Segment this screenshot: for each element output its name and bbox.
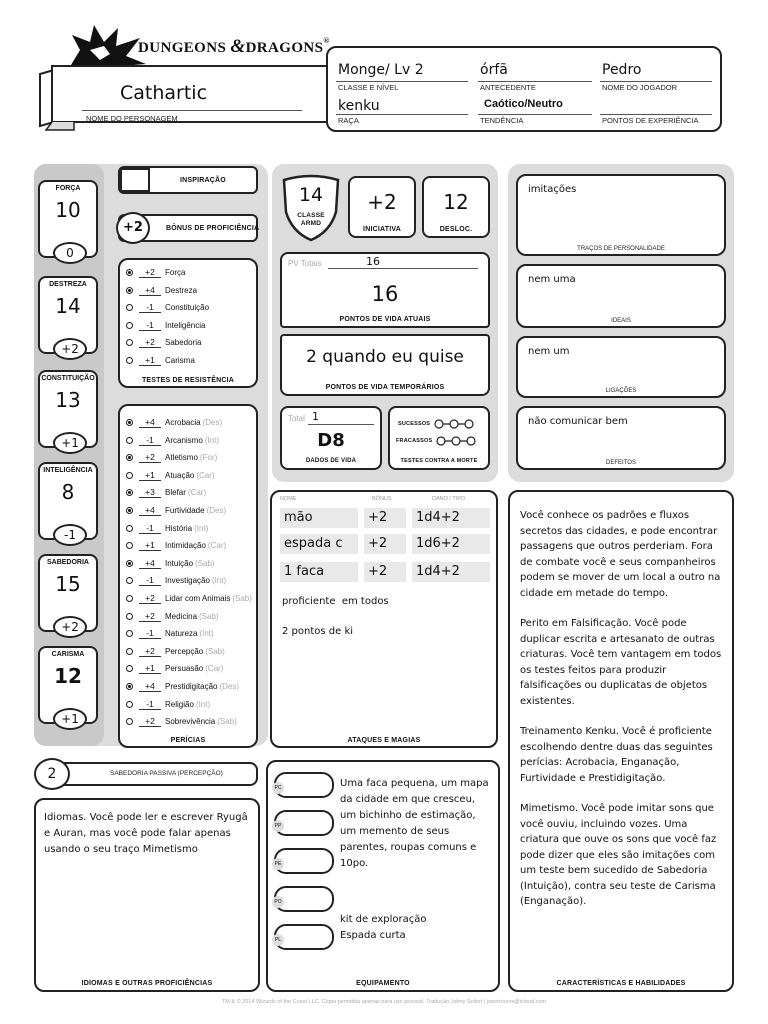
hp-current-value[interactable]: 16	[371, 282, 399, 306]
skill-bonus[interactable]: -1	[139, 575, 161, 586]
skill-bonus[interactable]: -1	[139, 435, 161, 446]
skill-name: Prestidigitação	[165, 682, 218, 691]
bonds-text[interactable]: nem um	[528, 346, 570, 357]
logo-text-right: DRAGONS	[245, 40, 324, 56]
attacks-label: ATAQUES E MAGIAS	[347, 737, 421, 744]
skill-name: Arcanismo	[165, 435, 203, 445]
hit-dice-total-value[interactable]: 1	[312, 410, 319, 423]
saving-throw-name: Carisma	[165, 355, 195, 365]
features-panel	[508, 490, 734, 992]
skill-ability-abbr: (Sab)	[205, 646, 225, 656]
armor-class-value[interactable]: 14	[298, 184, 324, 206]
saving-throw-row	[120, 282, 197, 299]
skill-name: Atuação	[165, 470, 195, 480]
proficiency-checkbox[interactable]	[126, 665, 133, 672]
armor-class-label-1: CLASSE	[297, 212, 325, 219]
bonds-label: LIGAÇÕES	[605, 388, 637, 394]
proficiency-checkbox[interactable]	[126, 542, 133, 549]
background[interactable]: órfã	[480, 62, 508, 78]
ability-score[interactable]: 14	[55, 294, 81, 318]
ability-name: SABEDORIA	[46, 559, 89, 566]
skill-ability-abbr: (Car)	[187, 488, 207, 498]
ability-score[interactable]: 8	[61, 480, 75, 504]
ability-score[interactable]: 13	[55, 388, 81, 412]
player-name[interactable]: Pedro	[602, 62, 642, 78]
skill-bonus[interactable]: +1	[139, 470, 161, 481]
attacks-note-1[interactable]: proficiente em todos	[282, 596, 389, 607]
traits-text[interactable]: imitações	[528, 184, 577, 195]
skill-bonus[interactable]: -1	[139, 699, 161, 710]
features-paragraph-2[interactable]: Perito em Falsificação. Você pode duplicar escrita e artesanato de outras criaturas. Você tem vantagem em todos os testes feitos para produzir falsificações ou duplicatas de objetos existentes.	[520, 618, 725, 707]
saving-throw-name: Sabedoria	[165, 338, 202, 347]
ability-name: DESTREZA	[49, 281, 87, 288]
temp-hp-label: PONTOS DE VIDA TEMPORÁRIOS	[325, 384, 445, 391]
skill-row	[120, 678, 239, 695]
death-saves-label: TESTES CONTRA A MORTE	[400, 458, 478, 464]
ability-score[interactable]: 12	[54, 664, 82, 688]
footer-copyright: TM & © 2014 Wizards of the Coast LLC. Cópia permitida apenas para uso pessoal. Tradução Johny Soliert | jonetrovers@icloud.com	[221, 999, 547, 1005]
skill-ability-abbr: (Sab)	[232, 594, 252, 603]
attack-name[interactable]: 1 faca	[280, 562, 358, 582]
skill-bonus[interactable]: -1	[139, 523, 161, 534]
skills-label: PERÍCIAS	[170, 737, 206, 744]
skill-ability-abbr: (Car)	[196, 470, 215, 480]
hp-max-label: PV Totais	[288, 259, 322, 268]
saving-throw-name: Destreza	[165, 285, 198, 295]
coin-label: PE	[272, 858, 284, 870]
coin-box[interactable]	[274, 772, 334, 798]
skill-ability-abbr: (Sab)	[217, 717, 237, 727]
attack-damage[interactable]: 1d6+2	[412, 534, 490, 554]
skills-panel	[118, 404, 258, 748]
saving-throw-name: Inteligência	[165, 320, 206, 330]
attack-name[interactable]: espada c	[280, 534, 358, 554]
skill-bonus[interactable]: +2	[139, 593, 161, 604]
death-fail-checkboxes[interactable]	[436, 436, 476, 446]
armor-class-shield-icon	[280, 172, 342, 242]
skill-name: Religião	[165, 699, 194, 709]
skill-ability-abbr: (Int)	[195, 699, 211, 709]
proficiency-checkbox[interactable]	[126, 419, 133, 426]
skill-name: Acrobacia	[165, 418, 201, 427]
ability-modifier[interactable]: +1	[53, 432, 87, 454]
ability-name: CONSTITUIÇÃO	[41, 375, 95, 382]
saving-throw-bonus[interactable]: -1	[139, 302, 161, 313]
skill-name: Intimidação	[165, 541, 206, 551]
coin-label: PC	[272, 782, 284, 794]
ability-modifier[interactable]: +2	[53, 338, 87, 360]
skill-name: Blefar	[165, 488, 186, 498]
flaws-text[interactable]: não comunicar bem	[528, 416, 628, 427]
ideals-text[interactable]: nem uma	[528, 274, 576, 285]
alignment-label: TENDÊNCIA	[480, 116, 524, 125]
skill-bonus[interactable]: +2	[139, 716, 161, 727]
ability-modifier[interactable]: 0	[53, 242, 87, 264]
skill-ability-abbr: (Sab)	[199, 611, 219, 621]
skill-row	[120, 625, 214, 642]
equipment-text-2[interactable]: kit de exploração	[340, 914, 427, 925]
inspiration-label: INSPIRAÇÃO	[180, 177, 226, 184]
skill-row	[120, 590, 252, 607]
saving-throw-row	[120, 299, 209, 316]
skill-bonus[interactable]: -1	[139, 628, 161, 639]
features-label: CARACTERÍSTICAS E HABILIDADES	[556, 980, 686, 987]
skill-name: Natureza	[165, 629, 198, 639]
proficiency-label: BÔNUS DE PROFICIÊNCIA	[166, 225, 260, 232]
skill-row	[120, 643, 225, 660]
saving-throw-row	[120, 317, 205, 334]
skill-row	[120, 484, 206, 501]
proficiency-checkbox[interactable]	[126, 683, 133, 690]
proficiency-value[interactable]: +2	[116, 212, 150, 244]
coin-box[interactable]	[274, 810, 334, 836]
saving-throw-bonus[interactable]: +1	[139, 355, 161, 366]
armor-class-label-2: ARMD	[300, 220, 322, 227]
saving-throw-row	[120, 264, 185, 281]
skill-name: Investigação	[165, 576, 210, 586]
proficiency-checkbox[interactable]	[126, 525, 133, 532]
saving-throw-bonus[interactable]: +4	[139, 285, 161, 296]
coin-box[interactable]	[274, 886, 334, 912]
proficiency-checkbox[interactable]	[126, 560, 133, 567]
ability-score[interactable]: 10	[55, 198, 81, 222]
features-paragraph-3[interactable]: Treinamento Kenku. Você é proficiente escolhendo dentre duas das seguintes perícias: Acrobacia, Enganação, Furtividade e Prestidigitação.	[520, 726, 716, 784]
flaws-panel	[516, 406, 726, 470]
skill-bonus[interactable]: +2	[139, 611, 161, 622]
skill-ability-abbr: (Int)	[204, 435, 220, 445]
ability-modifier[interactable]: -1	[53, 524, 87, 546]
xp-label: PONTOS DE EXPERIÊNCIA	[602, 116, 699, 125]
death-success-label: SUCESSOS	[398, 421, 431, 427]
proficiencies-panel	[34, 798, 260, 992]
proficiency-checkbox[interactable]	[126, 322, 133, 329]
coin-label: PL	[272, 934, 284, 946]
ability-score[interactable]: 15	[55, 572, 81, 596]
skill-row	[120, 432, 219, 449]
speed-label: DESLOC.	[439, 226, 473, 233]
skill-bonus[interactable]: +4	[139, 417, 161, 428]
skill-ability-abbr: (Des)	[219, 682, 240, 691]
skill-ability-abbr: (Car)	[207, 541, 227, 551]
ideals-label: IDEAIS	[611, 318, 631, 324]
skill-ability-abbr: (Int)	[194, 523, 209, 533]
traits-label: TRAÇOS DE PERSONALIDADE	[577, 246, 665, 252]
hit-dice-value[interactable]: D8	[317, 430, 345, 451]
hp-current-label: PONTOS DE VIDA ATUAIS	[339, 316, 431, 323]
race[interactable]: kenku	[338, 98, 380, 114]
skill-name: Intuição	[165, 558, 194, 568]
ability-box	[38, 180, 98, 258]
features-paragraph-1[interactable]: Você conhece os padrões e fluxos secretos das cidades, e pode encontrar passagens que outros perderiam. Fora de combate você e seus companheiros podem se mover de um local a outro na cidade em metade do tempo.	[520, 510, 724, 599]
proficiency-checkbox[interactable]	[126, 718, 133, 725]
proficiencies-label: IDIOMAS E OUTRAS PROFICIÊNCIAS	[81, 980, 213, 987]
initiative-value[interactable]: +2	[367, 190, 397, 214]
temp-hp-value[interactable]: 2 quando eu quise	[306, 347, 464, 367]
ability-modifier[interactable]: +2	[53, 616, 87, 638]
logo-text-left: DUNGEONS	[138, 40, 227, 56]
logo-ampersand: &	[230, 36, 246, 57]
skill-row	[120, 414, 222, 431]
bonds-panel	[516, 336, 726, 398]
saving-throw-name: Força	[165, 268, 186, 277]
ideals-panel	[516, 264, 726, 328]
character-name[interactable]: Cathartic	[120, 82, 208, 104]
hp-max-value[interactable]: 16	[366, 255, 380, 268]
proficiency-checkbox[interactable]	[126, 339, 133, 346]
proficiency-checkbox[interactable]	[126, 304, 133, 311]
skill-row	[120, 660, 223, 677]
attack-damage[interactable]: 1d4+2	[412, 562, 490, 582]
equipment-text-1[interactable]: Uma faca pequena, um mapa da cidade em que cresceu, um bichinho de estimação, um memento de seus parentes, roupas comuns e 10po.	[340, 778, 492, 869]
skill-bonus[interactable]: +2	[139, 452, 161, 463]
ability-name: CARISMA	[51, 651, 85, 658]
ability-box	[38, 554, 98, 632]
hit-dice-total-label: Total	[288, 414, 305, 423]
attack-name[interactable]: mão	[280, 508, 358, 528]
skill-row	[120, 467, 215, 484]
proficiency-checkbox[interactable]	[126, 648, 133, 655]
skill-bonus[interactable]: +3	[139, 487, 161, 498]
proficiency-checkbox[interactable]	[126, 507, 133, 514]
proficiency-checkbox[interactable]	[126, 454, 133, 461]
attack-damage[interactable]: 1d4+2	[412, 508, 490, 528]
proficiency-checkbox[interactable]	[126, 489, 133, 496]
saving-throw-bonus[interactable]: +2	[139, 267, 161, 278]
skill-row	[120, 555, 215, 572]
coin-label: PO	[272, 896, 284, 908]
character-name-label: NOME DO PERSONAGEM	[86, 114, 178, 123]
attacks-col-bonus: BÔNUS	[372, 496, 392, 502]
logo-reg-mark: ®	[323, 36, 330, 45]
proficiency-checkbox[interactable]	[126, 613, 133, 620]
saving-throw-row	[120, 352, 195, 369]
proficiency-checkbox[interactable]	[126, 269, 133, 276]
ability-box	[38, 370, 98, 448]
skill-name: Sobrevivência	[165, 717, 216, 727]
equipment-text-3[interactable]: Espada curta	[340, 930, 406, 941]
skill-row	[120, 713, 237, 730]
skill-name: Atletismo	[165, 453, 198, 463]
skill-ability-abbr: (Car)	[205, 664, 224, 674]
equipment-panel	[266, 760, 500, 992]
traits-panel	[516, 174, 726, 256]
proficiency-checkbox[interactable]	[126, 472, 133, 479]
inspiration-value[interactable]	[120, 168, 150, 192]
ability-box	[38, 462, 98, 540]
proficiency-checkbox[interactable]	[126, 287, 133, 294]
proficiency-checkbox[interactable]	[126, 357, 133, 364]
saving-throw-row	[120, 334, 201, 351]
background-label: ANTECEDENTE	[480, 83, 536, 92]
attack-bonus[interactable]: +2	[364, 508, 406, 528]
ability-box	[38, 276, 98, 354]
skill-name: Lidar com Animais	[165, 594, 231, 603]
skill-row	[120, 572, 226, 589]
saving-throws-label: TESTES DE RESISTÊNCIA	[141, 377, 235, 384]
initiative-label: INICIATIVA	[363, 226, 401, 233]
hit-dice-label: DADOS DE VIDA	[305, 458, 357, 464]
player-name-label: NOME DO JOGADOR	[602, 83, 678, 92]
ability-name: FORÇA	[55, 185, 81, 192]
attack-bonus[interactable]: +2	[364, 534, 406, 554]
alignment[interactable]: Caótico/Neutro	[484, 98, 563, 110]
race-label: RAÇA	[338, 116, 359, 125]
skill-bonus[interactable]: +2	[139, 646, 161, 657]
saving-throw-bonus[interactable]: -1	[139, 320, 161, 331]
equipment-label: EQUIPAMENTO	[356, 980, 410, 987]
flaws-label: DEFEITOS	[606, 460, 636, 466]
skill-ability-abbr: (Des)	[202, 418, 223, 427]
class-level[interactable]: Monge/ Lv 2	[338, 62, 424, 78]
ability-modifier[interactable]: +1	[53, 708, 87, 730]
attack-bonus[interactable]: +2	[364, 562, 406, 582]
skill-name: Furtividade	[165, 506, 205, 515]
skill-row	[120, 502, 226, 519]
skill-name: Percepção	[165, 646, 204, 656]
speed-value[interactable]: 12	[443, 190, 469, 214]
proficiencies-text[interactable]: Idiomas. Você pode ler e escrever Ryugâ e Auran, mas você pode falar apenas usando o seu traço Mimetismo	[44, 812, 251, 855]
skill-bonus[interactable]: +1	[139, 540, 161, 551]
attacks-col-damage: DANO / TIPO	[432, 496, 466, 502]
coin-label: PP	[272, 820, 284, 832]
skill-row	[120, 537, 226, 554]
proficiency-checkbox[interactable]	[126, 437, 133, 444]
skill-row	[120, 449, 217, 466]
passive-wisdom-label: SABEDORIA PASSIVA (PERCEPÇÃO)	[110, 770, 223, 777]
attacks-panel	[270, 490, 498, 748]
skill-bonus[interactable]: +4	[139, 558, 161, 569]
skill-row	[120, 608, 219, 625]
skill-bonus[interactable]: +4	[139, 681, 161, 692]
death-success-checkboxes[interactable]	[434, 419, 474, 429]
proficiency-checkbox[interactable]	[126, 577, 133, 584]
skill-bonus[interactable]: +4	[139, 505, 161, 516]
saving-throws-panel	[118, 258, 258, 388]
ability-name: INTELIGÊNCIA	[43, 467, 93, 474]
skill-row	[120, 520, 208, 537]
death-fail-label: FRACASSOS	[396, 438, 433, 444]
skill-ability-abbr: (Int)	[211, 576, 227, 586]
saving-throw-name: Constituição	[165, 303, 210, 312]
proficiency-checkbox[interactable]	[126, 595, 133, 602]
skill-bonus[interactable]: +1	[139, 663, 161, 674]
ability-box	[38, 646, 98, 724]
coin-box[interactable]	[274, 848, 334, 874]
coin-box[interactable]	[274, 924, 334, 950]
skill-ability-abbr: (Sab)	[195, 558, 215, 568]
saving-throw-bonus[interactable]: +2	[139, 337, 161, 348]
skill-ability-abbr: (Des)	[206, 506, 227, 515]
class-level-label: CLASSE E NÍVEL	[338, 83, 399, 92]
features-paragraph-4[interactable]: Mimetismo. Você pode imitar sons que você ouviu, incluindo vozes. Uma criatura que ouve os sons que você faz pode dizer que eles são imitações com um teste bem sucedido de Sabedoria (Intuição), contra seu teste de Carisma (Enganação).	[520, 803, 720, 907]
skill-ability-abbr: (For)	[199, 453, 218, 463]
skill-ability-abbr: (Int)	[199, 629, 214, 639]
skill-name: Persuasão	[165, 664, 204, 674]
skill-name: Medicina	[165, 611, 198, 621]
passive-wisdom-value[interactable]: 2	[34, 758, 70, 790]
skill-row	[120, 696, 210, 713]
proficiency-checkbox[interactable]	[126, 701, 133, 708]
proficiency-checkbox[interactable]	[126, 630, 133, 637]
attacks-col-name: NOME	[280, 496, 297, 502]
attacks-note-2[interactable]: 2 pontos de ki	[282, 626, 354, 637]
skill-name: História	[165, 523, 193, 533]
